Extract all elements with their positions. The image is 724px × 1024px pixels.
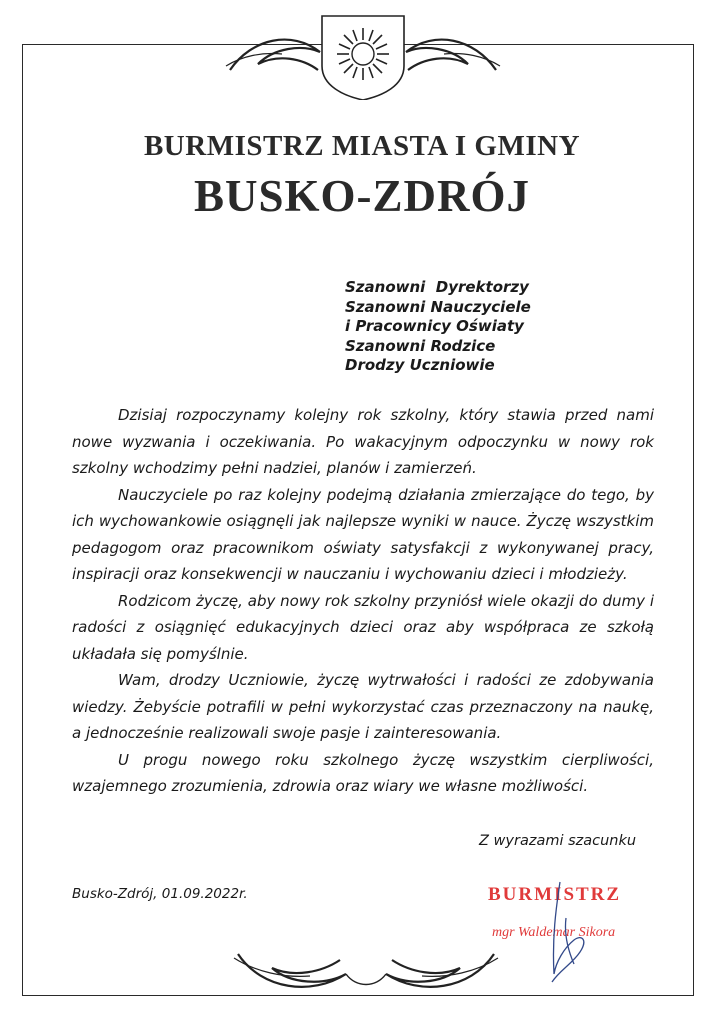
salutation-line: Szanowni Dyrektorzy bbox=[345, 278, 529, 296]
header-town-name: BUSKO-ZDRÓJ bbox=[193, 171, 531, 221]
signatory-title: BURMISTRZ bbox=[488, 884, 622, 905]
handwritten-signature bbox=[530, 878, 600, 988]
signatory-name: mgr Waldemar Sikora bbox=[492, 925, 616, 940]
paragraph: Rodzicom życzę, aby nowy rok szkolny przyniósł wiele okazji do dumy i radości z osiągnięć edukacyjnych dzieci oraz aby współpraca ze szkołą układała się pomyślnie. bbox=[72, 591, 654, 663]
paragraph: Wam, drodzy Uczniowie, życzę wytrwałości i radości ze zdobywania wiedzy. Żebyście potrafili w pełni wykorzystać czas przeznaczony na naukę, a jednocześnie realizowali swoje pasje i zainteresowania. bbox=[72, 671, 654, 742]
letter-body bbox=[72, 402, 654, 800]
salutation-line: Szanowni Rodzice bbox=[345, 336, 496, 355]
salutation-line: i Pracownicy Oświaty bbox=[345, 317, 524, 335]
paragraph: Dzisiaj rozpoczynamy kolejny rok szkolny, który stawia przed nami nowe wyzwania i oczekiwania. Po wakacyjnym odpoczynku w nowy rok szkolny wchodzimy pełni nadziei, planów i zamierzeń. bbox=[72, 406, 654, 477]
salutation-block bbox=[345, 278, 531, 376]
header-title: BURMISTRZ MIASTA I GMINY bbox=[143, 130, 581, 162]
paragraph: U progu nowego roku szkolnego życzę wszystkim cierpliwości, wzajemnego zrozumienia, zdrowia oraz wiary we własne możliwości. bbox=[72, 750, 654, 795]
place-and-date: Busko-Zdrój, 01.09.2022r. bbox=[72, 886, 248, 902]
paragraph: Nauczyciele po raz kolejny podejmą działania zmierzające do tego, by ich wychowankowie osiągnęli jak najlepsze wyniki w nauce. Życzę wszystkim pedagogom oraz pracownikom oświaty satysfakcji z wykonywanej pracy, inspiracji oraz konsekwencji w nauczaniu i wychowaniu dzieci i młodzieży. bbox=[72, 485, 654, 583]
closing-phrase: Z wyrazami szacunku bbox=[479, 833, 637, 849]
sun-coat-of-arms-icon bbox=[322, 16, 404, 100]
top-flourish-ornament bbox=[222, 8, 504, 100]
salutation-line: Szanowni Nauczyciele bbox=[345, 297, 531, 316]
salutation-line: Drodzy Uczniowie bbox=[345, 356, 495, 374]
bottom-flourish-ornament bbox=[228, 938, 504, 1010]
